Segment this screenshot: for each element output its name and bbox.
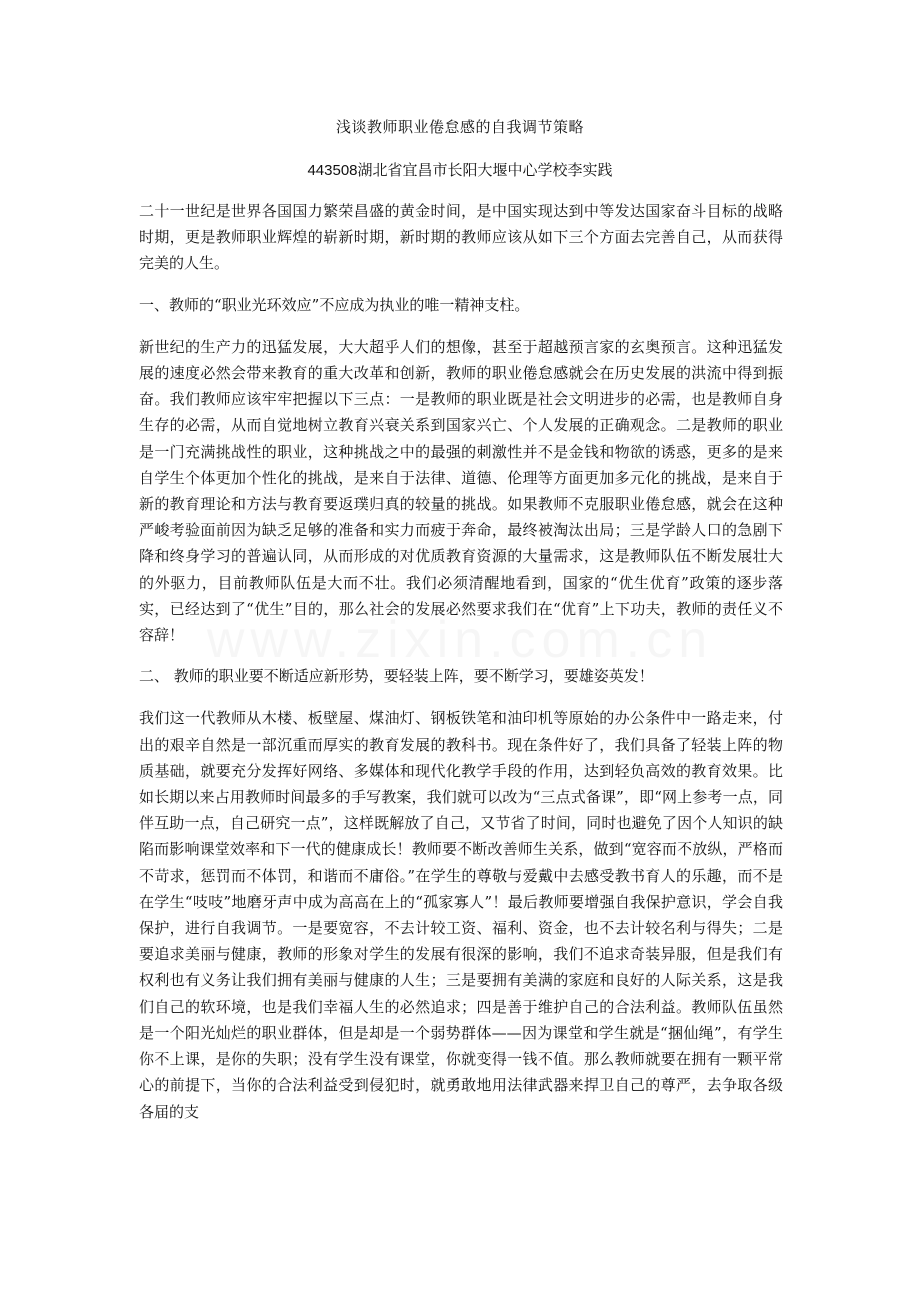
author-code: 443508: [307, 162, 358, 179]
paragraph-intro: 二十一世纪是世界各国国力繁荣昌盛的黄金时间，是中国实现达到中等发达国家奋斗目标的战略时期，更是教师职业辉煌的崭新时期，新时期的教师应该从如下三个方面去完善自己，从而获得完美的人生。: [139, 202, 783, 273]
paragraph-section-1: 新世纪的生产力的迅猛发展，大大超乎人们的想像，甚至于超越预言家的玄奥预言。这种迅猛发展的速度必然会带来教育的重大改革和创新，教师的职业倦怠感就会在历史发展的洪流中得到振奋。我们教师应该牢牢把握以下三点：一是教师的职业既是社会文明进步的必需，也是教师自身生存的必需，从而自觉地树立教育兴衰关系到国家兴亡、个人发展的正确观念。二是教师的职业是一门充满挑战性的职业，这种挑战之中的最强的刺激性并不是金钱和物欲的诱惑，更多的是来自学生个体更加个性化的挑战，是来自于法律、道德、伦理等方面更加多元化的挑战，是来自于新的教育理论和方法与教育要返璞归真的较量的挑战。如果教师不克服职业倦怠感，就会在这种严峻考验面前因为缺乏足够的准备和实力而疲于奔命，最终被淘汰出局；三是学龄人口的急剧下降和终身学习的普遍认同，从而形成的对优质教育资源的大量需求，这是教师队伍不断发展壮大的外驱力，目前教师队伍是大而不壮。我们必须清醒地看到，国家的“优生优育”政策的逐步落实，已经达到了“优生”目的，那么社会的发展必然要求我们在“优育”上下功夫，教师的责任义不容辞！: [139, 337, 783, 645]
paragraph-section-2: 我们这一代教师从木楼、板壁屋、煤油灯、钢板铁笔和油印机等原始的办公条件中一路走来，付出的艰辛自然是一部沉重而厚实的教育发展的教科书。现在条件好了，我们具备了轻装上阵的物质基础，就要充分发挥好网络、多媒体和现代化教学手段的作用，达到轻负高效的教育效果。比如长期以来占用教师时间最多的手写教案，我们就可以改为“三点式备课”，即“网上参考一点，同伴互助一点，自己研究一点”，这样既解放了自己，又节省了时间，同时也避免了因个人知识的缺陷而影响课堂效率和下一代的健康成长！教师要不断改善师生关系，做到“宽容而不放纵，严格而不苛求，惩罚而不体罚，和谐而不庸俗。”在学生的尊敬与爱戴中去感受教书育人的乐趣，而不是在学生“吱吱”地磨牙声中成为高高在上的“孤家寡人”！最后教师要增强自我保护意识，学会自我保护，进行自我调节。一是要宽容，不去计较工资、福利、资金，也不去计较名利与得失；二是要追求美丽与健康，教师的形象对学生的发展有很深的影响，我们不追求奇装异服，但是我们有权利也有义务让我们拥有美丽与健康的人生；三是要拥有美满的家庭和良好的人际关系，这是我们自己的软环境，也是我们幸福人生的必然追求；四是善于维护自己的合法利益。教师队伍虽然是一个阳光灿烂的职业群体，但是却是一个弱势群体——因为课堂和学生就是“捆仙绳”，有学生你不上课，是你的失职；没有学生没有课堂，你就变得一钱不值。那么教师就要在拥有一颗平常心的前提下，当你的合法利益受到侵犯时，就勇敢地用法律武器来捍卫自己的尊严，去争取各级各届的支: [139, 709, 783, 1121]
section-heading-2: 二、 教师的职业要不断适应新形势，要轻装上阵，要不断学习，要雄姿英发！: [139, 667, 654, 686]
document-title: 浅谈教师职业倦怠感的自我调节策略: [335, 118, 584, 136]
section-heading-1: 一、教师的“职业光环效应”不应成为执业的唯一精神支柱。: [139, 295, 530, 314]
document-body: [139, 198, 783, 1140]
author-line: [0, 159, 920, 182]
author-text: 湖北省宜昌市长阳大堰中心学校李实践: [357, 161, 613, 179]
